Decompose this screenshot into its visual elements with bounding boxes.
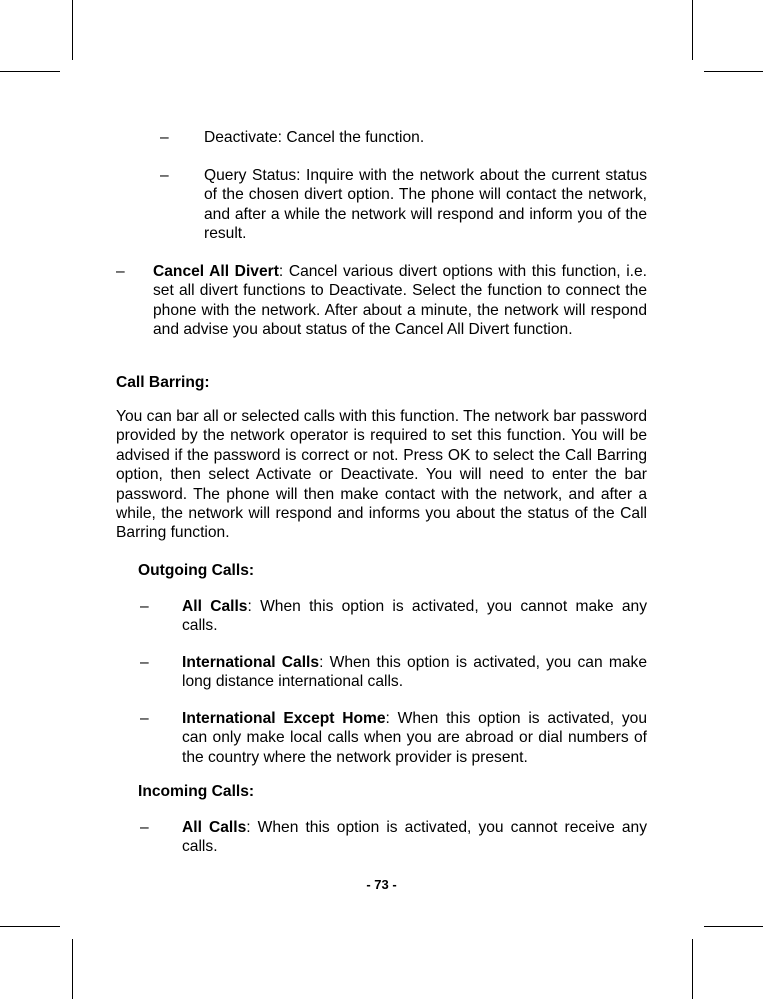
list-item-query-status <box>204 166 647 244</box>
list-item-international-except-home <box>182 709 647 767</box>
list-dash: – <box>116 263 125 280</box>
list-dash: – <box>140 710 149 727</box>
list-dash: – <box>160 167 169 184</box>
item-text: : When this option is activated, you can make long distance international calls. <box>182 654 647 691</box>
crop-mark-bottom-right-vertical <box>692 939 693 999</box>
item-term: International Calls <box>182 654 320 671</box>
section-heading-incoming-calls: Incoming Calls: <box>138 783 255 800</box>
item-text: : Cancel various divert options with this function, i.e. set all divert functions to Deactivate. Select the function to connect the phone with the network. After about a minute, the network will respond and advise you about status of the Cancel All Divert function. <box>153 263 647 339</box>
item-term: International Except Home <box>182 710 386 727</box>
crop-mark-top-right-vertical <box>692 0 693 60</box>
item-text: : When this option is activated, you cannot receive any calls. <box>182 819 647 856</box>
list-dash: – <box>160 129 169 146</box>
section-heading-call-barring: Call Barring: <box>116 374 210 391</box>
item-text: Query Status: Inquire with the network about the current status of the chosen divert option. The phone will contact the network, and after a while the network will respond and inform you of the result. <box>204 167 647 243</box>
crop-mark-bottom-right-horizontal <box>704 926 763 927</box>
list-item-international-calls <box>182 653 647 692</box>
list-dash: – <box>140 654 149 671</box>
item-term: All Calls <box>182 598 248 615</box>
crop-mark-top-left-horizontal <box>0 71 60 72</box>
list-dash: – <box>140 819 149 836</box>
call-barring-intro: You can bar all or selected calls with this function. The network bar password provided by the network operator is required to set this function. You will be advised if the password is correct or not. Press OK to select the Call Barring option, then select Activate or Deactivate. You will need to enter the bar password. The phone will then make contact with the network, and after a while, the network will respond and informs you about the status of the Call Barring function. <box>116 408 647 542</box>
item-term: All Calls <box>182 819 247 836</box>
list-item-outgoing-all-calls <box>182 597 647 636</box>
list-item-cancel-all-divert <box>153 262 647 340</box>
item-text: Deactivate: Cancel the function. <box>204 129 425 146</box>
list-dash: – <box>140 598 149 615</box>
item-term: Cancel All Divert <box>153 263 279 280</box>
crop-mark-top-right-horizontal <box>704 71 763 72</box>
section-heading-outgoing-calls: Outgoing Calls: <box>138 562 255 579</box>
crop-mark-bottom-left-horizontal <box>0 926 60 927</box>
item-text: : When this option is activated, you cannot make any calls. <box>182 598 648 635</box>
list-item-incoming-all-calls <box>182 818 647 857</box>
crop-mark-bottom-left-vertical <box>72 939 73 999</box>
item-text: : When this option is activated, you can only make local calls when you are abroad or dial numbers of the country where the network provider is present. <box>182 710 647 766</box>
page-number: - 73 - <box>366 877 397 892</box>
list-item-deactivate <box>204 128 647 147</box>
crop-mark-top-left-vertical <box>72 0 73 60</box>
